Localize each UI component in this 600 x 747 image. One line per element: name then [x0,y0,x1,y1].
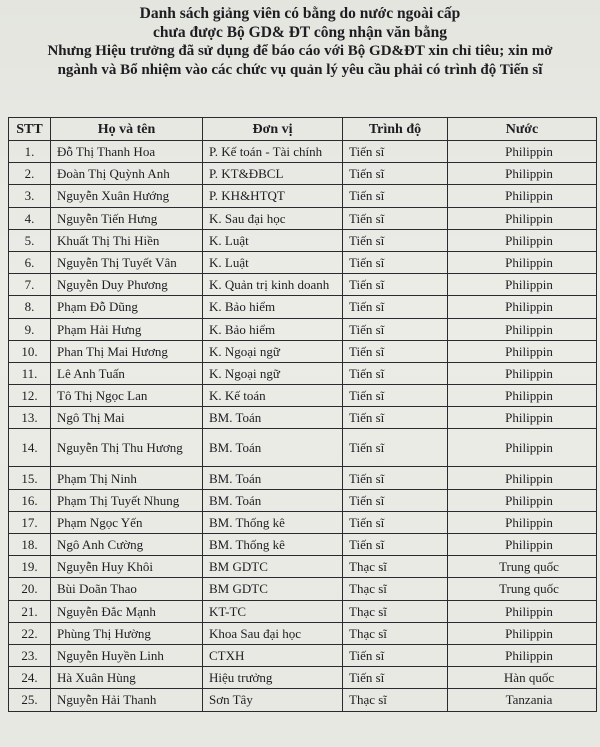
cell-stt: 16. [9,489,51,511]
cell-name: Nguyễn Thị Tuyết Vân [51,251,203,273]
cell-unit: K. Bảo hiểm [203,318,343,340]
cell-country: Philippin [448,318,597,340]
cell-country: Philippin [448,207,597,229]
cell-country: Philippin [448,274,597,296]
cell-degree: Thạc sĩ [343,689,448,711]
cell-unit: BM GDTC [203,556,343,578]
cell-degree: Tiến sĩ [343,207,448,229]
table-row [9,407,597,429]
cell-degree: Tiến sĩ [343,667,448,689]
cell-unit: K. Bảo hiểm [203,296,343,318]
cell-stt: 3. [9,185,51,207]
cell-degree: Tiến sĩ [343,429,448,467]
heading-line-2: chưa được Bộ GD& ĐT công nhận văn bằng [153,24,447,41]
table-row [9,511,597,533]
cell-unit: K. Ngoại ngữ [203,340,343,362]
cell-country: Philippin [448,622,597,644]
header-stt: STT [9,118,51,141]
cell-country: Philippin [448,163,597,185]
cell-name: Nguyễn Duy Phương [51,274,203,296]
heading-line-3: Nhưng Hiệu trưởng đã sử dụng để báo cáo với Bộ GD&ĐT xin chỉ tiêu; xin mở [47,43,553,59]
cell-unit: KT-TC [203,600,343,622]
cell-country: Philippin [448,644,597,666]
table-row [9,689,597,711]
document-heading [0,4,600,80]
cell-degree: Tiến sĩ [343,644,448,666]
cell-country: Philippin [448,185,597,207]
cell-name: Ngô Thị Mai [51,407,203,429]
cell-degree: Tiến sĩ [343,489,448,511]
cell-unit: BM GDTC [203,578,343,600]
cell-stt: 22. [9,622,51,644]
cell-name: Nguyễn Đắc Mạnh [51,600,203,622]
cell-stt: 20. [9,578,51,600]
cell-name: Tô Thị Ngọc Lan [51,385,203,407]
cell-unit: BM. Thống kê [203,511,343,533]
cell-country: Philippin [448,362,597,384]
cell-stt: 23. [9,644,51,666]
cell-unit: P. KH&HTQT [203,185,343,207]
cell-country: Philippin [448,511,597,533]
cell-stt: 7. [9,274,51,296]
cell-unit: K. Kế toán [203,385,343,407]
cell-stt: 14. [9,429,51,467]
cell-unit: K. Sau đại học [203,207,343,229]
cell-degree: Thạc sĩ [343,622,448,644]
table-row [9,489,597,511]
cell-stt: 1. [9,141,51,163]
cell-name: Bùi Doãn Thao [51,578,203,600]
cell-unit: Hiệu trưởng [203,667,343,689]
header-name: Họ và tên [51,118,203,141]
cell-name: Nguyễn Xuân Hướng [51,185,203,207]
table-row [9,296,597,318]
cell-unit: K. Luật [203,229,343,251]
cell-name: Phùng Thị Hường [51,622,203,644]
cell-stt: 18. [9,534,51,556]
header-degree: Trình độ [343,118,448,141]
cell-degree: Tiến sĩ [343,318,448,340]
cell-degree: Thạc sĩ [343,600,448,622]
cell-name: Phạm Ngọc Yến [51,511,203,533]
cell-stt: 6. [9,251,51,273]
table-row [9,429,597,467]
cell-stt: 2. [9,163,51,185]
table-row [9,667,597,689]
cell-unit: P. Kế toán - Tài chính [203,141,343,163]
cell-degree: Tiến sĩ [343,362,448,384]
cell-country: Tanzania [448,689,597,711]
cell-name: Hà Xuân Hùng [51,667,203,689]
cell-country: Philippin [448,251,597,273]
cell-unit: K. Ngoại ngữ [203,362,343,384]
table-row [9,556,597,578]
cell-name: Nguyễn Huy Khôi [51,556,203,578]
cell-name: Phạm Hải Hưng [51,318,203,340]
table-row [9,385,597,407]
cell-degree: Tiến sĩ [343,385,448,407]
cell-country: Philippin [448,429,597,467]
cell-country: Trung quốc [448,556,597,578]
cell-degree: Tiến sĩ [343,141,448,163]
header-country: Nước [448,118,597,141]
cell-unit: CTXH [203,644,343,666]
cell-unit: P. KT&ĐBCL [203,163,343,185]
cell-name: Phan Thị Mai Hương [51,340,203,362]
cell-name: Nguyễn Huyền Linh [51,644,203,666]
cell-stt: 15. [9,467,51,489]
lecturer-table [8,117,597,712]
cell-unit: Khoa Sau đại học [203,622,343,644]
cell-degree: Thạc sĩ [343,578,448,600]
cell-stt: 10. [9,340,51,362]
cell-degree: Tiến sĩ [343,251,448,273]
cell-unit: K. Luật [203,251,343,273]
cell-name: Nguyễn Tiến Hưng [51,207,203,229]
cell-stt: 17. [9,511,51,533]
header-unit: Đơn vị [203,118,343,141]
cell-country: Philippin [448,141,597,163]
cell-unit: BM. Toán [203,407,343,429]
cell-country: Philippin [448,600,597,622]
cell-degree: Tiến sĩ [343,163,448,185]
cell-name: Đoàn Thị Quỳnh Anh [51,163,203,185]
cell-degree: Tiến sĩ [343,340,448,362]
table-row [9,229,597,251]
cell-country: Hàn quốc [448,667,597,689]
cell-degree: Tiến sĩ [343,511,448,533]
table-row [9,251,597,273]
table-row [9,163,597,185]
cell-unit: Sơn Tây [203,689,343,711]
cell-country: Philippin [448,340,597,362]
table-row [9,207,597,229]
cell-unit: K. Quản trị kinh doanh [203,274,343,296]
cell-degree: Tiến sĩ [343,229,448,251]
cell-country: Philippin [448,385,597,407]
cell-name: Phạm Thị Tuyết Nhung [51,489,203,511]
cell-degree: Tiến sĩ [343,296,448,318]
cell-country: Philippin [448,229,597,251]
cell-unit: BM. Toán [203,429,343,467]
cell-name: Lê Anh Tuấn [51,362,203,384]
cell-degree: Tiến sĩ [343,534,448,556]
cell-stt: 12. [9,385,51,407]
table-body [9,141,597,712]
table-row [9,578,597,600]
cell-unit: BM. Toán [203,489,343,511]
cell-stt: 25. [9,689,51,711]
table-row [9,534,597,556]
cell-degree: Thạc sĩ [343,556,448,578]
table-row [9,185,597,207]
cell-stt: 5. [9,229,51,251]
cell-stt: 21. [9,600,51,622]
cell-degree: Tiến sĩ [343,407,448,429]
cell-country: Philippin [448,467,597,489]
cell-country: Philippin [448,534,597,556]
cell-stt: 19. [9,556,51,578]
table-row [9,318,597,340]
cell-name: Phạm Thị Ninh [51,467,203,489]
cell-name: Nguyễn Hải Thanh [51,689,203,711]
table-row [9,600,597,622]
cell-name: Ngô Anh Cường [51,534,203,556]
table-header-row [9,118,597,141]
cell-stt: 4. [9,207,51,229]
table-row [9,622,597,644]
cell-stt: 11. [9,362,51,384]
table-row [9,644,597,666]
cell-unit: BM. Toán [203,467,343,489]
heading-line-4: ngành và Bổ nhiệm vào các chức vụ quản lý yêu cầu phải có trình độ Tiến sĩ [57,62,543,78]
cell-name: Phạm Đỗ Dũng [51,296,203,318]
table-row [9,141,597,163]
heading-line-1: Danh sách giảng viên có bằng do nước ngoài cấp [139,5,461,22]
cell-degree: Tiến sĩ [343,185,448,207]
cell-stt: 9. [9,318,51,340]
cell-stt: 24. [9,667,51,689]
cell-country: Philippin [448,407,597,429]
cell-degree: Tiến sĩ [343,467,448,489]
cell-stt: 8. [9,296,51,318]
cell-name: Nguyễn Thị Thu Hương [51,429,203,467]
cell-name: Khuất Thị Thi Hiền [51,229,203,251]
table-row [9,467,597,489]
cell-stt: 13. [9,407,51,429]
cell-country: Trung quốc [448,578,597,600]
cell-name: Đỗ Thị Thanh Hoa [51,141,203,163]
cell-degree: Tiến sĩ [343,274,448,296]
table-row [9,362,597,384]
cell-country: Philippin [448,296,597,318]
table-row [9,340,597,362]
cell-unit: BM. Thống kê [203,534,343,556]
cell-country: Philippin [448,489,597,511]
table-row [9,274,597,296]
